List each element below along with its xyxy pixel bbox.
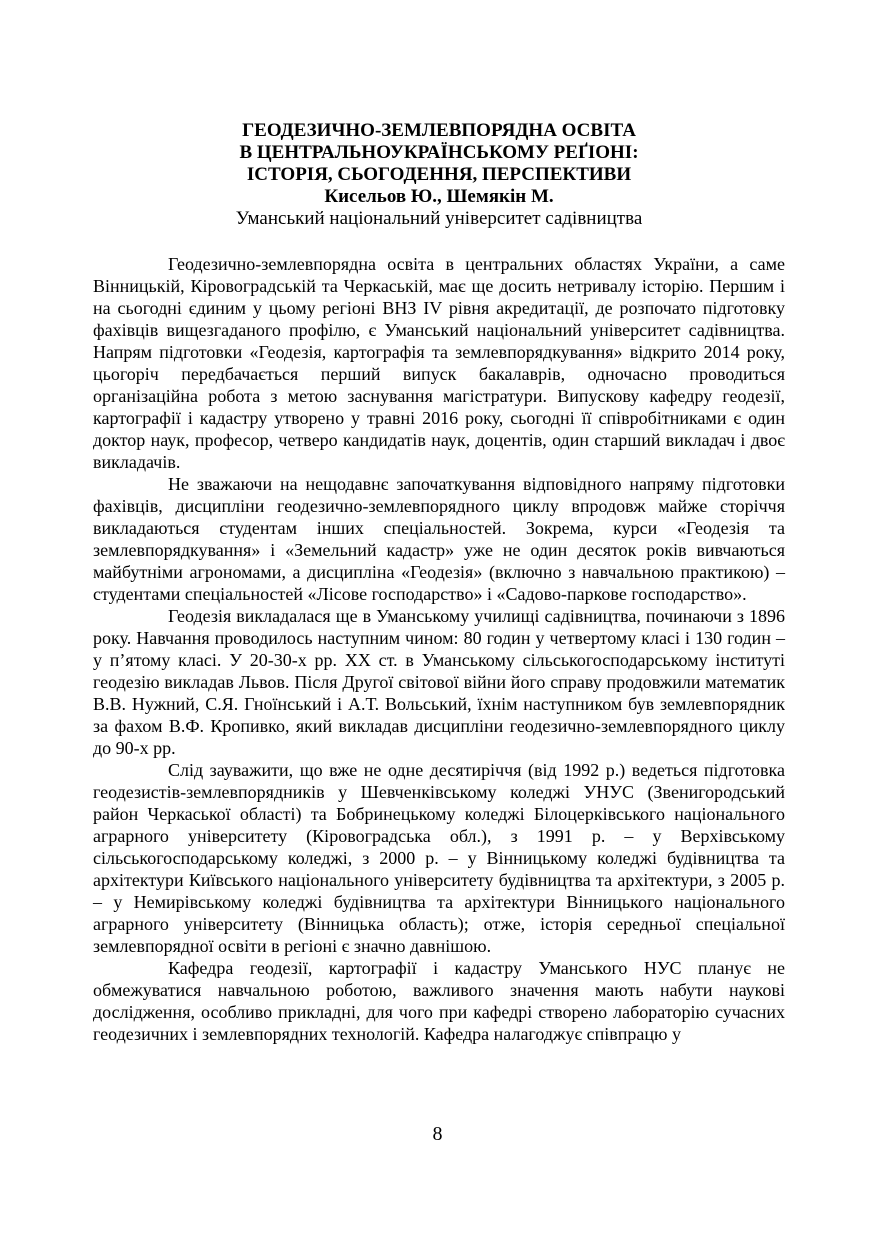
body-paragraph-5: Кафедра геодезії, картографії і кадастру Уманського НУС планує не обмежуватися навчальною роботою, важливого значення мають набути наукові дослідження, особливо прикладні, для чого при кафедрі створено лабораторію сучасних геодезичних і землевпорядних технологій. Кафедра налагоджує співпрацю у (93, 958, 785, 1044)
paper-header (93, 120, 785, 230)
paper-authors: Кисельов Ю., Шемякін М. (324, 186, 554, 207)
body-paragraph-1: Геодезично-землевпорядна освіта в центральних областях України, а саме Вінницькій, Кіровоградській та Черкаській, має ще досить нетривалу історію. Першим і на сьогодні єдиним у цьому регіоні ВНЗ IV рівня акредитації, де розпочато підготовку фахівців вищезгаданого профілю, є Уманський національний університет садівництва. Напрям підготовки «Геодезія, картографія та землевпорядкування» відкрито 2014 року, цьогоріч передбачається перший випуск бакалаврів, одночасно проводиться організаційна робота з метою заснування магістратури. Випускову кафедру геодезії, картографії і кадастру утворено у травні 2016 року, сьогодні її співробітниками є один доктор наук, професор, четверо кандидатів наук, доцентів, один старший викладач і двоє викладачів. (93, 254, 785, 472)
body-paragraph-4: Слід зауважити, що вже не одне десятиріччя (від 1992 р.) ведеться підготовка геодезистів-землевпорядників у Шевченківському коледжі УНУС (Звенигородський район Черкаської області) та Бобринецькому коледжі Білоцерківського національного аграрного університету (Кіровоградська обл.), з 1991 р. – у Верхівському сільськогосподарському коледжі, з 2000 р. – у Вінницькому коледжі будівництва та архітектури Київського національного університету будівництва та архітектури, з 2005 р. – у Немирівському коледжі будівництва та архітектури Вінницького національного аграрного університету (Вінницька область); отже, історія середньої спеціальної землевпорядної освіти в регіоні є значно давнішою. (93, 760, 785, 956)
paper-title-line-2: В ЦЕНТРАЛЬНОУКРАЇНСЬКОМУ РЕҐІОНІ: (239, 142, 639, 163)
page-number: 8 (432, 1123, 443, 1145)
body-paragraph-2: Не зважаючи на нещодавнє започаткування відповідного напряму підготовки фахівців, дисципліни геодезично-землевпорядного циклу впродовж майже сторіччя викладаються студентам інших спеціальностей. Зокрема, курси «Геодезія та землевпорядкування» і «Земельний кадастр» уже не один десяток років вивчаються майбутніми агрономами, а дисципліна «Геодезія» (включно з навчальною практикою) – студентами спеціальностей «Лісове господарство» і «Садово-паркове господарство». (93, 474, 785, 604)
body-paragraph-3: Геодезія викладалася ще в Уманському училищі садівництва, починаючи з 1896 року. Навчання проводилось наступним чином: 80 годин у четвертому класі і 130 годин – у п’ятому класі. У 20-30-х рр. ХХ ст. в Уманському сільськогосподарському інституті геодезію викладав Львов. Після Другої світової війни його справу продовжили математик В.В. Нужний, С.Я. Гноїнський і А.Т. Вольський, їхнім наступником був землевпорядник за фахом В.Ф. Кропивко, який викладав дисципліни геодезично-землевпорядного циклу до 90-х рр. (93, 606, 785, 758)
paper-body (93, 253, 785, 1045)
page-footer (0, 1122, 875, 1146)
paper-title-line-1: ГЕОДЕЗИЧНО-ЗЕМЛЕВПОРЯДНА ОСВІТА (242, 120, 636, 141)
paper-affiliation: Уманський національний університет садівництва (235, 208, 643, 229)
paper-title-line-3: ІСТОРІЯ, СЬОГОДЕННЯ, ПЕРСПЕКТИВИ (246, 164, 632, 185)
